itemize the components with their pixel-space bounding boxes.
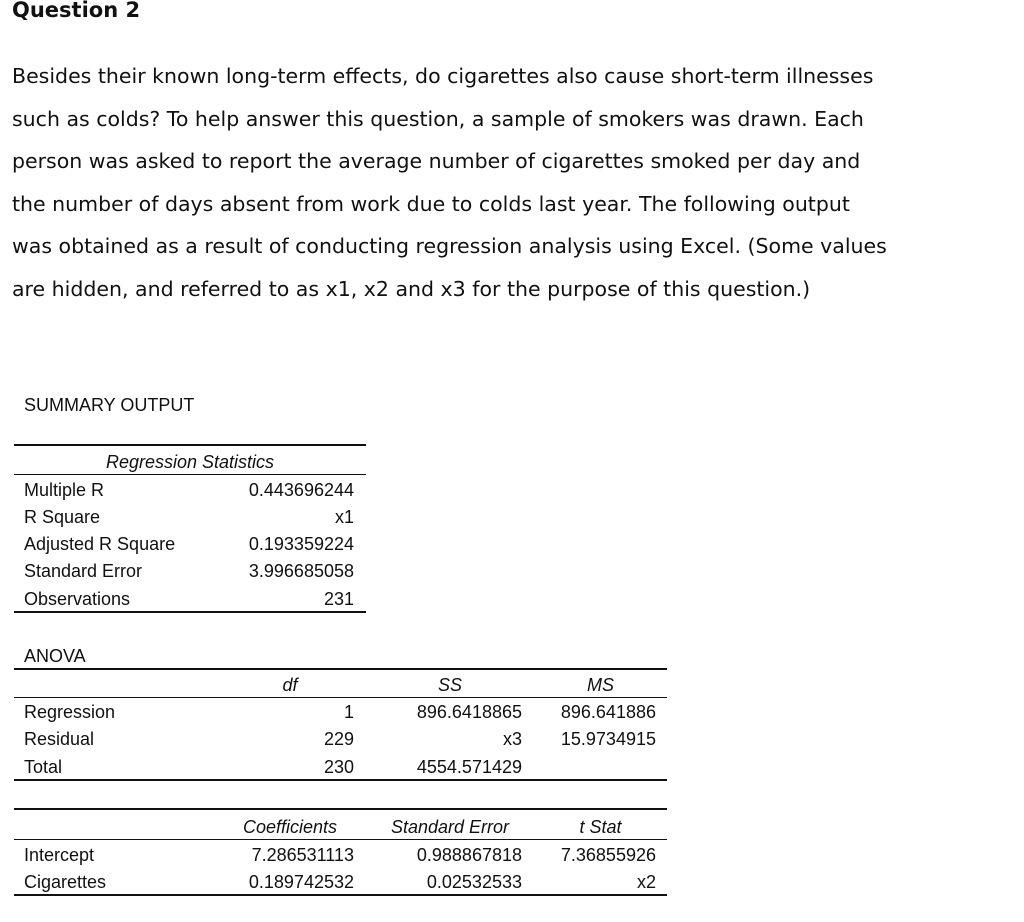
table-rule [14,444,366,446]
table-rule [14,808,667,810]
anova-header-df: df [282,675,298,695]
table-rule [14,697,667,698]
anova-ss: 4554.571429 [416,757,522,777]
stat-label: Multiple R [24,480,105,500]
anova-df: 1 [343,702,354,722]
stat-label: R Square [24,507,101,527]
anova-header-ms: MS [587,675,614,695]
anova-row-label: Total [24,757,63,777]
summary-title: SUMMARY OUTPUT [24,395,195,415]
question-line: the number of days absent from work due to colds last year. The following output [12,191,850,216]
question-text [12,55,1002,310]
table-rule [14,668,667,670]
anova-row-label: Residual [24,729,95,749]
coef-row-label: Cigarettes [24,872,107,892]
stat-label: Standard Error [24,561,143,581]
stat-value: 0.193359224 [248,534,354,554]
table-rule [14,474,366,475]
question-line: Besides their known long-term effects, do cigarettes also cause short-term illnesses [12,64,874,88]
stat-value: x1 [334,507,354,527]
question-title: Question 2 [12,0,141,22]
regression-statistics-header: Regression Statistics [105,452,275,472]
anova-title: ANOVA [24,646,86,666]
question-line: are hidden, and referred to as x1, x2 and x3 for the purpose of this question.) [12,276,811,301]
anova-header-ss: SS [437,675,462,695]
stat-value: 231 [323,589,354,609]
coef-header-se: Standard Error [390,817,510,837]
coef-header-t: t Stat [579,817,622,837]
question-line: such as colds? To help answer this question, a sample of smokers was drawn. Each [12,106,864,131]
stat-value: 0.443696244 [248,480,354,500]
coef-header: Coefficients [242,817,338,837]
anova-ss: 896.6418865 [416,702,522,722]
coef-t: x2 [636,872,656,892]
anova-ms: 15.9734915 [560,729,656,749]
table-rule [14,894,667,896]
question-line: was obtained as a result of conducting regression analysis using Excel. (Some values [12,234,887,258]
anova-df: 229 [323,729,354,749]
coef-t: 7.36855926 [560,845,656,865]
anova-row-label: Regression [24,702,116,722]
anova-df: 230 [323,757,354,777]
coef-row-label: Intercept [24,845,95,865]
stat-label: Observations [24,589,131,609]
table-rule [14,839,667,840]
table-rule [14,779,667,781]
coef-value: 7.286531113 [251,845,354,865]
stat-label: Adjusted R Square [24,534,176,554]
stat-value: 3.996685058 [248,561,354,581]
coef-value: 0.189742532 [248,872,354,892]
table-rule [14,611,366,613]
coef-se: 0.02532533 [426,872,522,892]
anova-ss: x3 [502,729,522,749]
coef-se: 0.988867818 [416,845,522,865]
anova-ms: 896.641886 [560,702,656,722]
question-line: person was asked to report the average number of cigarettes smoked per day and [12,149,861,173]
